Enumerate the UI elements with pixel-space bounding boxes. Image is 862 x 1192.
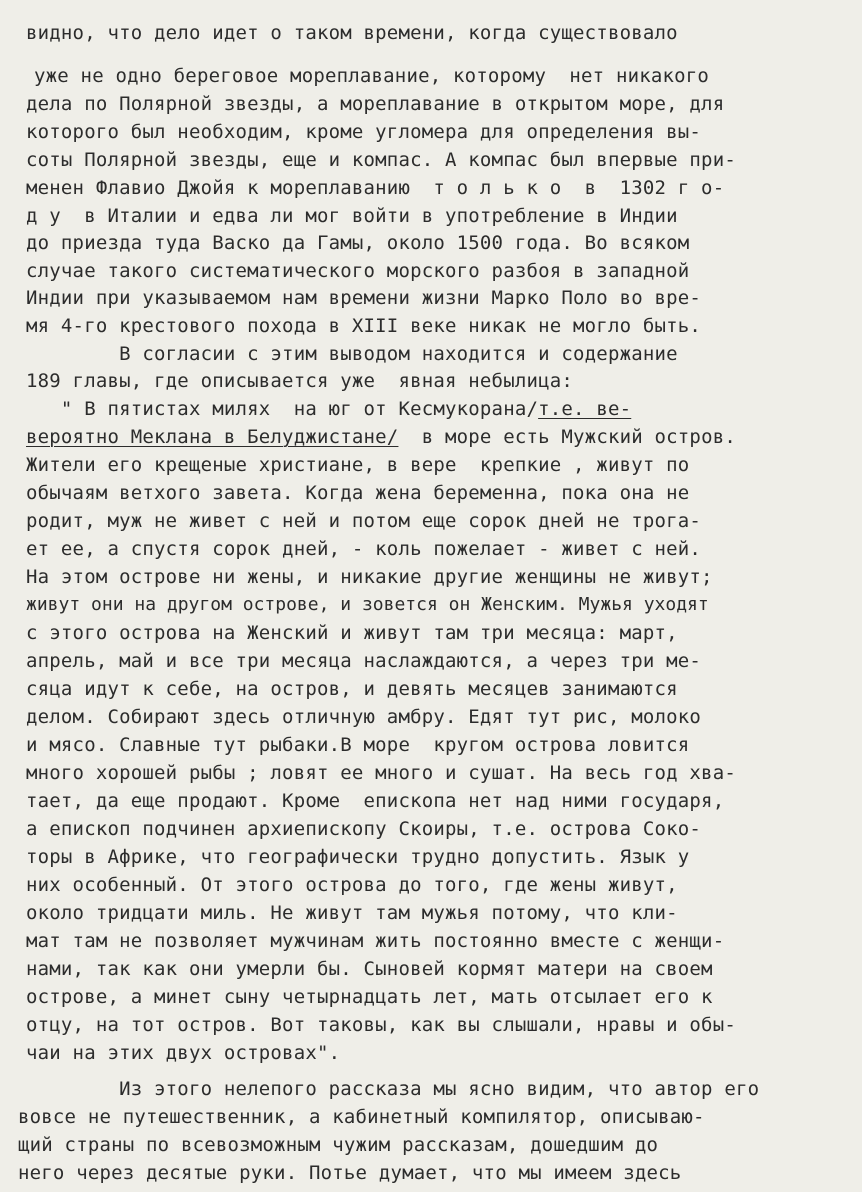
text-line-33: мат там не позволяет мужчинам жить постоянно вместе с женщи- [26, 930, 725, 952]
text-line-32: около тридцати миль. Не живут там мужья потому, что кли- [26, 902, 678, 924]
text-line-21: живут они на другом острове, и зовется он Женским. Мужья уходят [26, 594, 709, 615]
text-line-15 [26, 425, 736, 449]
text-line-36: отцу, на тот остров. Вот таковы, как вы слышали, нравы и обы- [26, 1014, 736, 1036]
text-line-13: 189 главы, где описывается уже явная небылица: [26, 370, 574, 392]
text-line-6: менен Флавио Джойя к мореплаванию т о л ь к о в 1302 г о- [26, 177, 725, 199]
text-line-41: него через десятые руки. Потье думает, что мы имеем здесь [18, 1162, 682, 1184]
text-line-26: и мясо. Славные тут рыбаки.В море кругом острова ловится [26, 734, 690, 756]
text-line-1: видно, что дело идет о таком времени, когда существовало [26, 22, 678, 44]
text-line-40: щий страны по всевозможным чужим рассказам, дошедшим до [18, 1134, 659, 1156]
text-line-35: острове, а минет сыну четырнадцать лет, мать отсылает его к [26, 986, 713, 1008]
text-line-14-main: " В пятистах милях на юг от Кесмукорана/ [26, 398, 539, 420]
text-line-34: нами, так как они умерли бы. Сыновей кормят матери на своем [26, 958, 713, 980]
bleed-through-text [40, 2, 425, 22]
text-line-20: На этом острове ни жены, и никакие другие женщины не живут; [26, 566, 713, 588]
text-line-7: д у в Италии и едва ли мог войти в употребление в Индии [26, 205, 678, 227]
text-line-25: делом. Собирают здесь отличную амбру. Едят тут рис, молоко [26, 706, 702, 728]
text-line-31: них особенный. От этого острова до того, где жены живут, [26, 874, 678, 896]
text-line-22: с этого острова на Женский и живут там три месяца: март, [26, 622, 678, 644]
text-line-38: Из этого нелепого рассказа мы ясно видим, что автор его [26, 1078, 760, 1100]
text-line-10: Индии при указываемом нам времени жизни Марко Поло во вре- [26, 287, 702, 309]
underlined-gloss-part2: вероятно Меклана в Белуджистане/ [26, 426, 399, 448]
text-line-11: мя 4-го крестового похода в XIII веке никак не могло быть. [26, 315, 702, 337]
text-line-15-rest: в море есть Мужский остров. [421, 426, 736, 448]
underlined-gloss-part1: т.е. ве- [538, 398, 632, 420]
text-line-16: Жители его крещеные христиане, в вере крепкие , живут по [26, 454, 690, 476]
text-line-28: тает, да еще продают. Кроме епископа нет над ними государя, [26, 790, 725, 812]
text-line-24: сяца идут к себе, на остров, и девять месяцев занимаются [26, 678, 678, 700]
text-line-3: дела по Полярной звезды, а мореплавание в открытом море, для [26, 93, 725, 115]
text-line-9: случае такого систематического морского разбоя в западной [26, 260, 690, 282]
text-line-39: вовсе не путешественник, а кабинетный компилятор, описываю- [18, 1106, 705, 1128]
text-line-30: торы в Африке, что географически трудно допустить. Язык у [26, 846, 690, 868]
text-line-23: апрель, май и все три месяца наслаждаются, а через три ме- [26, 650, 702, 672]
text-line-27: много хорошей рыбы ; ловят ее много и сушат. На весь год хва- [26, 762, 736, 784]
text-line-17: обычаям ветхого завета. Когда жена беременна, пока она не [26, 482, 690, 504]
text-line-5: соты Полярной звезды, еще и компас. А компас был впервые при- [26, 149, 736, 171]
text-line-4: которого был необходим, кроме угломера для определения вы- [26, 121, 702, 143]
text-line-14 [26, 397, 631, 421]
text-line-18: родит, муж не живет с ней и потом еще сорок дней не трога- [26, 510, 702, 532]
text-line-37: чаи на этих двух островах". [26, 1042, 341, 1064]
text-line-29: а епископ подчинен архиепископу Скоиры, т.е. острова Соко- [26, 818, 702, 840]
text-line-12: В согласии с этим выводом находится и содержание [26, 343, 678, 365]
text-line-2: уже не одно береговое мореплавание, которому нет никакого [34, 65, 710, 87]
text-line-8: до приезда туда Васко да Гамы, около 1500 года. Во всяком [26, 232, 690, 254]
text-line-19: ет ее, а спустя сорок дней, - коль пожелает - живет с ней. [26, 538, 702, 560]
